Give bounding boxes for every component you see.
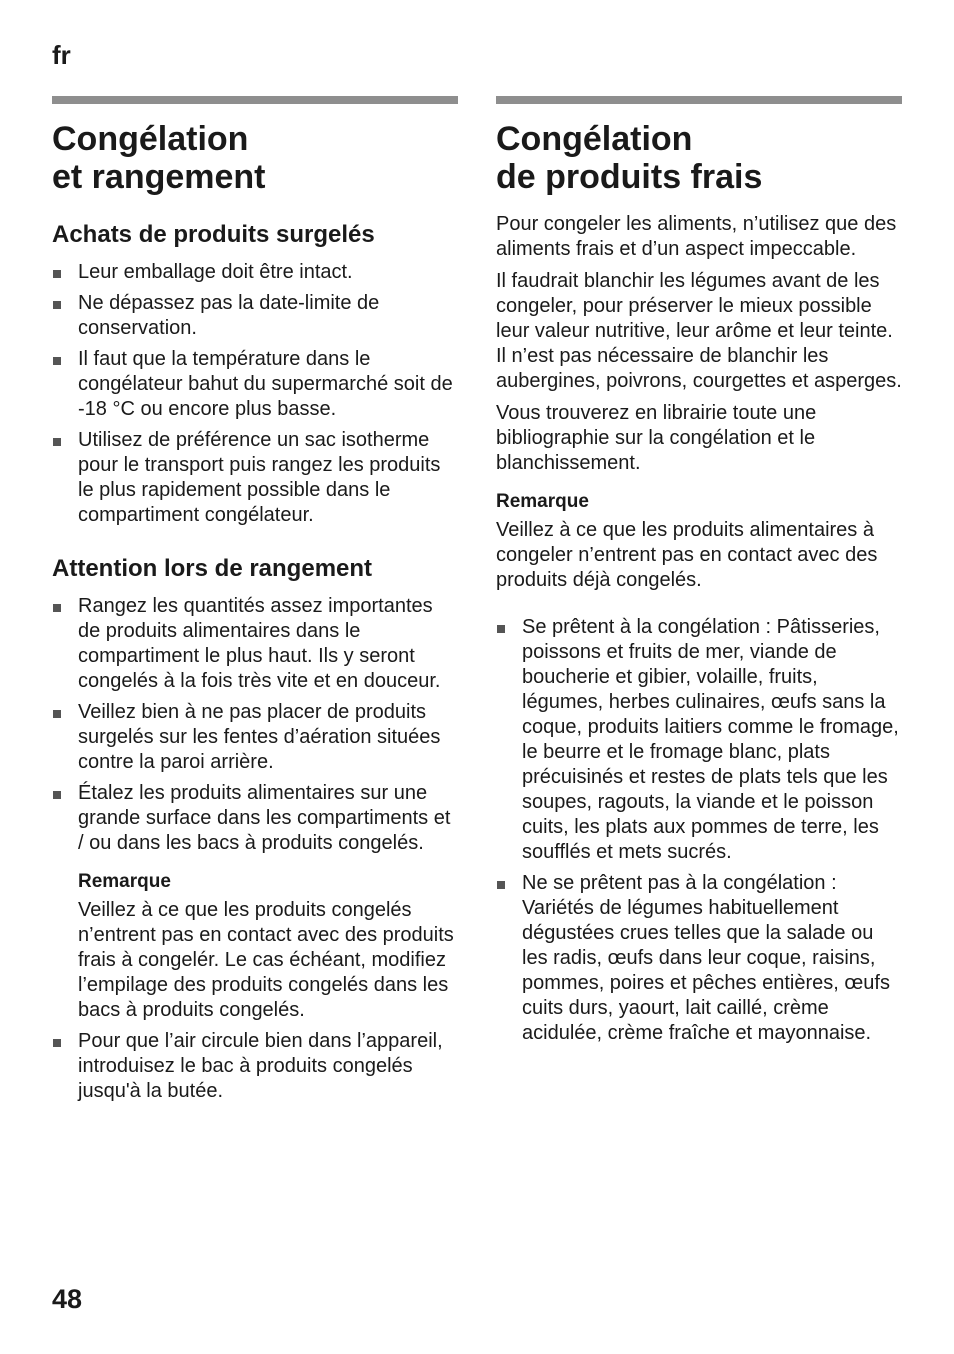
note-title: Remarque <box>78 871 171 892</box>
page-title-left <box>52 120 458 196</box>
section-rule <box>496 96 902 104</box>
note-text: Veillez à ce que les produits alimentaires à congeler n’entrent pas en contact avec des produits déjà congelés. <box>496 519 878 591</box>
list-item: Leur emballage doit être intact. <box>52 260 458 285</box>
storage-list <box>52 594 458 856</box>
purchases-list <box>52 260 458 528</box>
storage-list-continued <box>52 1029 458 1104</box>
list-item: Ne se prêtent pas à la congélation : Variétés de légumes habituellement dégustées crues telles que la salade ou les radis, œufs dans leur coque, raisins, pommes, poires et pêches entières, œufs cuits durs, yaourt, lait caillé, crème acidulée, crème fraîche et mayonnaise. <box>496 871 902 1046</box>
square-bullet-icon <box>53 791 61 799</box>
square-bullet-icon <box>53 270 61 278</box>
page-title-right <box>496 120 902 196</box>
title-line-1: Congélation <box>52 120 249 158</box>
square-bullet-icon <box>53 301 61 309</box>
square-bullet-icon <box>53 710 61 718</box>
left-column <box>52 96 458 1110</box>
language-label: fr <box>52 40 71 70</box>
title-line-2: et rangement <box>52 158 266 196</box>
page-number: 48 <box>52 1284 83 1314</box>
square-bullet-icon <box>53 1039 61 1047</box>
section-rule <box>52 96 458 104</box>
square-bullet-icon <box>53 604 61 612</box>
right-column <box>496 96 902 1052</box>
note-title: Remarque <box>496 491 589 512</box>
title-line-2: de produits frais <box>496 158 763 196</box>
square-bullet-icon <box>497 625 505 633</box>
list-item: Rangez les quantités assez importantes de produits alimentaires dans le compartiment le plus haut. Ils y seront congelés à la fois très vite et en douceur. <box>52 594 458 694</box>
section-heading-purchases: Achats de produits surgelés <box>52 221 375 248</box>
paragraph: Il faudrait blanchir les légumes avant de les congeler, pour préserver le mieux possible leur valeur nutritive, leur arôme et leur teinte. Il n’est pas nécessaire de blanchir les aubergines, poivrons, courgettes et asperges. <box>496 270 902 392</box>
list-item: Veillez bien à ne pas placer de produits surgelés sur les fentes d’aération situées contre la paroi arrière. <box>52 700 458 775</box>
section-heading-storage: Attention lors de rangement <box>52 555 373 582</box>
list-item: Pour que l’air circule bien dans l’appareil, introduisez le bac à produits congelés jusqu'à la butée. <box>52 1029 458 1104</box>
paragraph: Pour congeler les aliments, n’utilisez que des aliments frais et d’un aspect impeccable. <box>496 213 897 260</box>
list-item: Étalez les produits alimentaires sur une grande surface dans les compartiments et / ou dans les bacs à produits congelés. <box>52 781 458 856</box>
note-text: Veillez à ce que les produits congelés n’entrent pas en contact avec des produits frais à congelér. Le cas échéant, modifiez l’empilage des produits congelés dans les bacs à produits congelés. <box>78 899 454 1021</box>
freezing-suitability-list <box>496 615 902 1046</box>
list-item: Utilisez de préférence un sac isotherme pour le transport puis rangez les produits le plus rapidement possible dans le compartiment congélateur. <box>52 428 458 528</box>
paragraph: Vous trouverez en librairie toute une bibliographie sur la congélation et le blanchissement. <box>496 402 817 474</box>
list-item: Ne dépassez pas la date-limite de conservation. <box>52 291 458 341</box>
title-line-1: Congélation <box>496 120 693 158</box>
list-item: Il faut que la température dans le congélateur bahut du supermarché soit de -18 °C ou encore plus basse. <box>52 347 458 422</box>
square-bullet-icon <box>53 438 61 446</box>
square-bullet-icon <box>53 357 61 365</box>
list-item: Se prêtent à la congélation : Pâtisseries, poissons et fruits de mer, viande de boucherie et gibier, volaille, fruits, légumes, herbes culinaires, œufs sans la coque, produits laitiers comme le fromage, le beurre et le fromage blanc, plats précuisinés et restes de plats tels que les soupes, ragouts, la viande et le poisson cuits, les plats aux pommes de terre, les soufflés et mets sucrés. <box>496 615 902 865</box>
square-bullet-icon <box>497 881 505 889</box>
note-block <box>52 870 458 1023</box>
